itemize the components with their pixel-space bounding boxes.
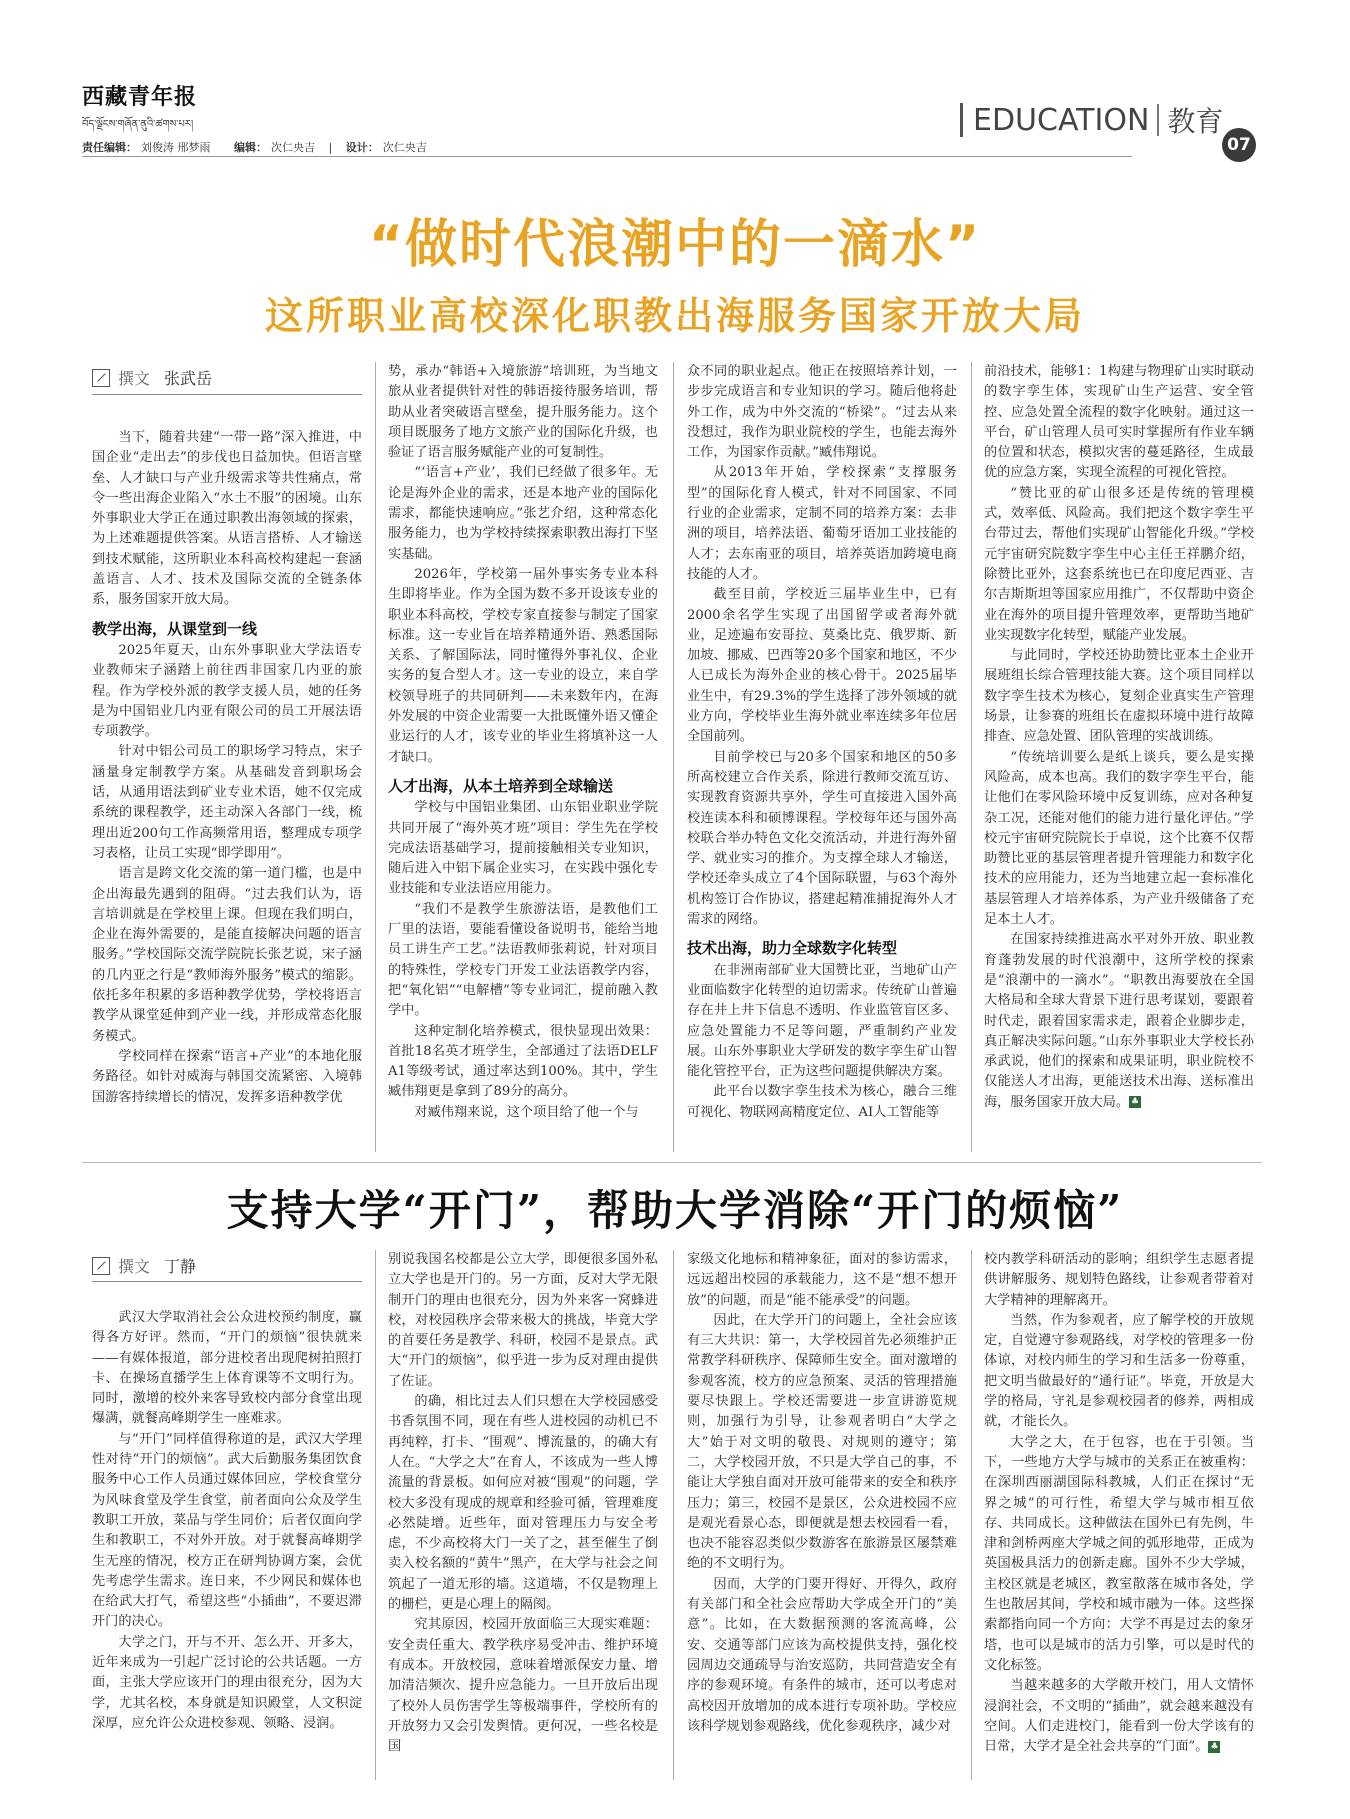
column-divider [375, 1250, 376, 1780]
paragraph: “‘语言+产业’，我们已经做了很多年。无论是海外企业的需求，还是本地产业的国际化需求，都能快速响应。”张艺介绍，这种常态化服务能力，也为学校持续探索职教出海打下坚实基础。 [388, 465, 658, 562]
column-divider [375, 362, 376, 1152]
paragraph: 当然，作为参观者，应了解学校的开放规定，自觉遵守参观路线，对学校的管理多一份体谅，对校内师生的学习和生活多一份尊重，把文明当做最好的“通行证”。毕竟，开放是大学的格局，守礼是参观校园者的修养，两相成就，才能长久。 [984, 1312, 1254, 1430]
pen-icon [92, 1257, 110, 1275]
pen-icon [92, 369, 110, 387]
paragraph: 家级文化地标和精神象征，面对的参访需求，远远超出校园的承载能力，这不是“想不想开放”的问题，而是“能不能承受”的问题。 [687, 1252, 957, 1308]
section-name-cn: 教育 [1167, 105, 1224, 138]
masthead [82, 80, 197, 141]
byline-author: 张武岳 [164, 369, 213, 388]
credits-spacer: | [328, 141, 333, 154]
column-divider [673, 362, 674, 1152]
paragraph: 学校与中国铝业集团、山东铝业职业学院共同开展了“海外英才班”项目：学生先在学校完成法语基础学习，提前接触相关专业知识，随后进入中铝下属企业实习，在实践中强化专业技能和专业法语应用能力。 [388, 800, 658, 897]
paragraph: 因而，大学的门要开得好、开得久，政府有关部门和全社会应帮助大学成全开门的“美意”。比如，在大数据预测的客流高峰，公安、交通等部门应该为高校提供支持，强化校园周边交通疏导与治安巡防，共同营造安全有序的参观环境。有条件的城市，还可以考虑对高校因开放增加的成本进行专项补助。学校应该科学规划参观路线，优化参观秩序，减少对 [687, 1576, 957, 1734]
article2-column-3 [687, 1250, 957, 1737]
paragraph: 目前学校已与20多个国家和地区的50多所高校建立合作关系，除进行教师交流互访、实现教育资源共享外，学生可直接进入国外高校连读本科和硕博课程。学校每年还与国外高校联合举办特色文化交流活动，并进行海外留学、就业实习的推介。为支撑全球人才输送，学校还牵头成立了4个国际联盟，与63个海外机构签订合作协议，搭建起精准捕捉海外人才需求的网络。 [687, 749, 957, 928]
article-separator [82, 1162, 1262, 1163]
end-mark-icon: ♣ [1210, 1741, 1219, 1752]
paragraph: 2026年，学校第一届外事实务专业本科生即将毕业。作为全国为数不多开设该专业的职业本科高校，学校专家直接参与制定了国家标准。这一专业旨在培养精通外语、熟悉国际关系、了解国际法，同时懂得外事礼仪、企业实务的复合型人才。这一专业的设立，来自学校领导班子的共同研判——未来数年内，在海外发展的中资企业需要一大批既懂外语又懂企业运行的人才，该专业的毕业生将填补这一人才缺口。 [388, 566, 658, 765]
section-heading: 教学出海，从课堂到一线 [92, 619, 258, 638]
design-label: 设计： [345, 141, 379, 154]
paragraph: 与此同时，学校还协助赞比亚本土企业开展班组长综合管理技能大赛。这个项目同样以数字孪生技术为核心，复刻企业真实生产管理场景，让参赛的班组长在虚拟环境中进行故障排查、应急处置、团队管理的实战训练。 [984, 648, 1254, 745]
section-header [960, 100, 1223, 140]
paragraph: 这种定制化培养模式，很快显现出效果：首批18名英才班学生，全部通过了法语DELF A1等级考试，通过率达到100%。其中，学生臧伟翔更是拿到了89分的高分。 [388, 1023, 658, 1100]
paragraph: 截至目前，学校近三届毕业生中，已有2000余名学生实现了出国留学或者海外就业，足迹遍布安哥拉、莫桑比克、俄罗斯、新加坡、挪威、巴西等20多个国家和地区，不少人已成长为海外企业的核心骨干。2025届毕业生中，有29.3%的学生选择了涉外领域的就业方向，学校毕业生海外就业率连续多年位居全国前列。 [687, 587, 957, 745]
editorial-credits [82, 139, 427, 155]
article2-column-2 [388, 1250, 658, 1757]
byline-rule [92, 1281, 362, 1282]
column-divider [971, 362, 972, 1152]
paragraph: 此平台以数字孪生技术为核心，融合三维可视化、物联网高精度定位、AI人工智能等 [687, 1084, 957, 1120]
section-heading: 技术出海，助力全球数字化转型 [687, 939, 898, 958]
article1-column-1 [92, 428, 362, 1108]
article1-column-2 [388, 362, 658, 1123]
paragraph: 2025年夏天，山东外事职业大学法语专业教师宋子涵踏上前往西非国家几内亚的旅程。作为学校外派的教学支援人员，她的任务是为中国铝业几内亚有限公司的员工开展法语专项教学。 [92, 642, 362, 740]
section-bar [960, 103, 963, 137]
newspaper-name-tibetan: བོད་ལྗོངས་གཞོན་ནུའི་ཚགས་པར། [82, 119, 194, 130]
paragraph: 势，承办“韩语+入境旅游”培训班，为当地文旅从业者提供针对性的韩语接待服务培训，帮助从业者突破语言壁垒，提升服务能力。这个项目既服务了地方文旅产业的国际化升级，也验证了语言服务赋能产业的可复制性。 [388, 364, 658, 461]
paragraph: “传统培训要么是纸上谈兵，要么是实操风险高，成本也高。我们的数字孪生平台，能让他们在零风险环境中反复训练，应对各种复杂工况，还能对他们的能力进行量化评估。”学校元宇宙研究院院长于卓说，这个比赛不仅帮助赞比亚的基层管理者提升管理能力和数字化技术的应用能力，还为当地建立起一套标准化基层管理人才培养体系，为产业升级储备了充足本土人才。 [984, 749, 1254, 928]
paragraph: 与“开门”同样值得称道的是，武汉大学理性对待“开门的烦恼”。武大后勤服务集团饮食服务中心工作人员通过媒体回应，学校食堂分为风味食堂及学生食堂，前者面向公众及学生教职工开放，菜品与学生同价；后者仅面向学生和教职工，不对外开放。对于就餐高峰期学生无座的情况，校方正在研判协调方案，会优先考虑学生需求。连日来，不少网民和媒体也在给武大打气，希望这些“小插曲”，不要迟滞开门的决心。 [92, 1431, 362, 1630]
paragraph: 武汉大学取消社会公众进校预约制度，赢得各方好评。然而，“开门的烦恼”很快就来——有媒体报道，部分进校者出现爬树拍照打卡、在操场直播学生上体育课等不文明行为。同时，激增的校外来客导致校内部分食堂出现爆满，就餐高峰期学生一座难求。 [92, 1310, 362, 1427]
paragraph: 的确，相比过去人们只想在大学校园感受书香氛围不同，现在有些人进校园的动机已不再纯粹，打卡、“围观”、博流量的，的确大有人在。“大学之大”在育人，不该成为一些人博流量的背景板。如何应对被“围观”的问题，学校大多没有现成的规章和经验可循，管理难度必然陡增。近些年，面对管理压力与安全考虑，不少高校将大门一关了之，甚至催生了倒卖入校名额的“黄牛”黑产，在大学与社会之间筑起了一道无形的墙。这道墙，不仅是物理上的栅栏，更是心理上的隔阂。 [388, 1394, 658, 1613]
byline-author: 丁静 [164, 1257, 197, 1276]
paragraph: 别说我国名校都是公立大学，即便很多国外私立大学也是开门的。另一方面，反对大学无限制开门的理由也很充分，因为外来客一窝蜂进校，对校园秩序会带来极大的挑战，毕竟大学的首要任务是教学、科研，校园不是景点。武大“开门的烦恼”，似乎进一步为反对理由提供了佐证。 [388, 1252, 658, 1389]
paragraph: 大学之大，在于包容，也在于引领。当下，一些地方大学与城市的关系正在被重构：在深圳西丽湖国际科教城，人们正在探讨“无界之城”的可行性，希望大学与城市相互依存、共同成长。这种做法在国外已有先例，牛津和剑桥两座大学城之间的弧形地带，正成为英国极具活力的创新走廊。国外不少大学城，主校区就是老城区，教室散落在城市各处，学生也散居其间，学校和城市融为一体。这些探索都指向同一个方向：大学不再是过去的象牙塔，也可以是城市的活力引擎，可以是时代的文化标签。 [984, 1434, 1254, 1673]
byline-label: 撰文 [118, 1257, 151, 1276]
paragraph: 学校同样在探索“语言+产业”的本地化服务路径。如针对威海与韩国交流紧密、入境韩国游客持续增长的情况，发挥多语种教学优 [92, 1048, 362, 1105]
editor-label: 责任编辑： [82, 141, 137, 154]
section-divider [1157, 104, 1159, 136]
article1-column-3 [687, 362, 957, 1123]
paragraph: 前沿技术，能够1：1构建与物理矿山实时联动的数字孪生体，实现矿山生产运营、安全管控、应急处置全流程的数字化映射。通过这一平台，矿山管理人员可实时掌握所有作业车辆的位置和状态，模拟灾害的蔓延路径，生成最优的应急方案，实现全流程的可视化管控。 [984, 364, 1254, 481]
article2-column-4 [984, 1250, 1254, 1757]
page-number: 07 [1222, 128, 1256, 162]
article1-column-4 [984, 362, 1254, 1113]
paragraph: 在非洲南部矿业大国赞比亚，当地矿山产业面临数字化转型的迫切需求。传统矿山普遍存在井上井下信息不透明、作业监管盲区多、应急处置能力不足等问题，严重制约产业发展。山东外事职业大学研发的数字孪生矿山智能化管控平台，正为这些问题提供解决方案。 [687, 962, 957, 1080]
column-divider [971, 1250, 972, 1780]
paragraph: 究其原因，校园开放面临三大现实难题：安全责任重大、教学秩序易受冲击、维护环境有成本。开放校园，意味着增派保安力量、增加清洁频次、提升应急能力。一旦开放后出现了校外人员伤害学生等极端事件，学校所有的开放努力又会引发舆情。更何况，一些名校是国 [388, 1617, 658, 1755]
article1-byline [92, 366, 212, 389]
end-mark-icon: ♣ [1131, 1097, 1140, 1108]
byline-label: 撰文 [118, 369, 151, 388]
header-rule [82, 156, 1132, 157]
article1-title: “做时代浪潮中的一滴水” [368, 215, 982, 275]
editors: 刘俊涛 邢梦雨 [141, 141, 211, 154]
article2-title: 支持大学“开门”，帮助大学消除“开门的烦恼” [226, 1186, 1124, 1235]
section-name-en: EDUCATION [973, 102, 1150, 138]
paragraph: 针对中铝公司员工的职场学习特点，宋子涵量身定制教学方案。从基础发音到职场会话，从通用语法到矿业专业术语，她不仅完成系统的课程教学，还主动深入各部门一线，梳理出近200句工作高频常用语，整理成专项学习表格，让员工实现“即学即用”。 [92, 744, 362, 861]
paragraph: 语言是跨文化交流的第一道门槛，也是中企出海最先遇到的阻碍。“过去我们认为，语言培训就是在学校里上课。但现在我们明白，企业在海外需要的，是能直接解决问题的语言服务。”学校国际交流学院院长张艺说，宋子涵的几内亚之行是“教师海外服务”模式的缩影。依托多年积累的多语种教学优势，学校将语言教学从课堂延伸到产业一线，并形成常态化服务模式。 [92, 866, 362, 1044]
article2-byline [92, 1254, 196, 1277]
designer: 次仁央吉 [382, 141, 427, 154]
article2-column-1 [92, 1308, 362, 1734]
paragraph: “赞比亚的矿山很多还是传统的管理模式，效率低、风险高。我们把这个数字孪生平台带过去，帮他们实现矿山智能化升级。”学校元宇宙研究院数字孪生中心主任王祥鹏介绍，除赞比亚外，这套系统也已在印度尼西亚、吉尔吉斯斯坦等国家应用推广，不仅帮助中资企业在海外的项目提升管理效率，更帮助当地矿业实现数字化转型，赋能产业发展。 [984, 485, 1254, 643]
newspaper-name: 西藏青年报 [82, 84, 198, 110]
paragraph: 对臧伟翔来说，这个项目给了他一个与 [414, 1104, 639, 1120]
paragraph: 在国家持续推进高水平对外开放、职业教育蓬勃发展的时代浪潮中，这所学校的探索是“浪潮中的一滴水”。“职教出海要放在全国大格局和全球大背景下进行思考谋划，要跟着时代走，跟着国家需求走，跟着企业脚步走，真正解决实际问题。”山东外事职业大学校长孙承武说，他们的探索和成果证明，职业院校不仅能送人才出海，更能送技术出海、送标准出海，服务国家开放大局。 ♣ [984, 932, 1254, 1110]
article1-subtitle: 这所职业高校深化职教出海服务国家开放大局 [264, 294, 1085, 338]
proof-editor: 次仁央吉 [271, 141, 315, 154]
paragraph: 大学之门，开与不开、怎么开、开多大，近年来成为一引起广泛讨论的公共话题。一方面，主张大学应该开门的理由很充分，因为大学，尤其名校，本身就是知识殿堂，人文积淀深厚，应允许公众进校参观、领略、浸润。 [92, 1634, 362, 1731]
column-divider [673, 1250, 674, 1780]
paragraph: 从2013年开始，学校探索“支撑服务型”的国际化育人模式，针对不同国家、不同行业的企业需求，定制不同的培养方案：去非洲的项目，培养法语、葡萄牙语加工业技能的人才；去东南亚的项目，培养英语加跨境电商技能的人才。 [687, 465, 957, 582]
section-heading: 人才出海，从本土培养到全球输送 [388, 776, 614, 795]
paragraph: 校内教学科研活动的影响；组织学生志愿者提供讲解服务、规划特色路线，让参观者带着对大学精神的理解离开。 [984, 1252, 1254, 1308]
paragraph: “我们不是教学生旅游法语，是教他们工厂里的法语，要能看懂设备说明书，能给当地员工讲生产工艺。”法语教师张莉说，针对项目的特殊性，学校专门开发工业法语教学内容，把“氧化铝”“电解槽”等专业词汇，提前融入教学中。 [388, 901, 658, 1019]
paragraph: 当越来越多的大学敞开校门，用人文情怀浸润社会，不文明的“插曲”，就会越来越没有空间。人们走进校门，能看到一份大学该有的日常，大学才是全社会共享的“门面”。 ♣ [984, 1678, 1254, 1755]
paragraph: 因此，在大学开门的问题上，全社会应该有三大共识：第一，大学校园首先必须维护正常教学科研秩序、保障师生安全。面对激增的参观客流，校方的应急预案、灵活的管理措施要尽快跟上。学校还需要进一步宣讲游览规则，加强行为引导，让参观者明白“大学之大”始于对文明的敬畏、对规则的遵守；第二，大学校园开放，不只是大学自己的事，不能让大学独自面对开放可能带来的安全和秩序压力；第三，校园不是景区，公众进校园不应是观光看景心态，即便就是想去校园看一看，也决不能容忍类似少数游客在旅游景区屡禁难绝的不文明行为。 [687, 1312, 957, 1572]
paragraph: 当下，随着共建“一带一路”深入推进，中国企业“走出去”的步伐也日益加快。但语言壁垒、人才缺口与产业升级需求等共性痛点，常令一些出海企业陷入“水土不服”的困境。山东外事职业大学正在通过职教出海领域的探索，为上述难题提供答案。从语言搭桥、人才输送到技术赋能，这所职业本科高校构建起一套涵盖语言、人才、技术及国际交流的全链条体系，服务国家开放大局。 [92, 430, 362, 608]
byline-rule [92, 394, 362, 395]
paragraph: 众不同的职业起点。他正在按照培养计划，一步步完成语言和专业知识的学习。随后他将赴外工作，成为中外交流的“桥梁”。“过去从来没想过，我作为职业院校的学生，也能去海外工作，为国家作贡献。”臧伟翔说。 [687, 364, 957, 461]
proof-label: 编辑： [234, 141, 267, 154]
